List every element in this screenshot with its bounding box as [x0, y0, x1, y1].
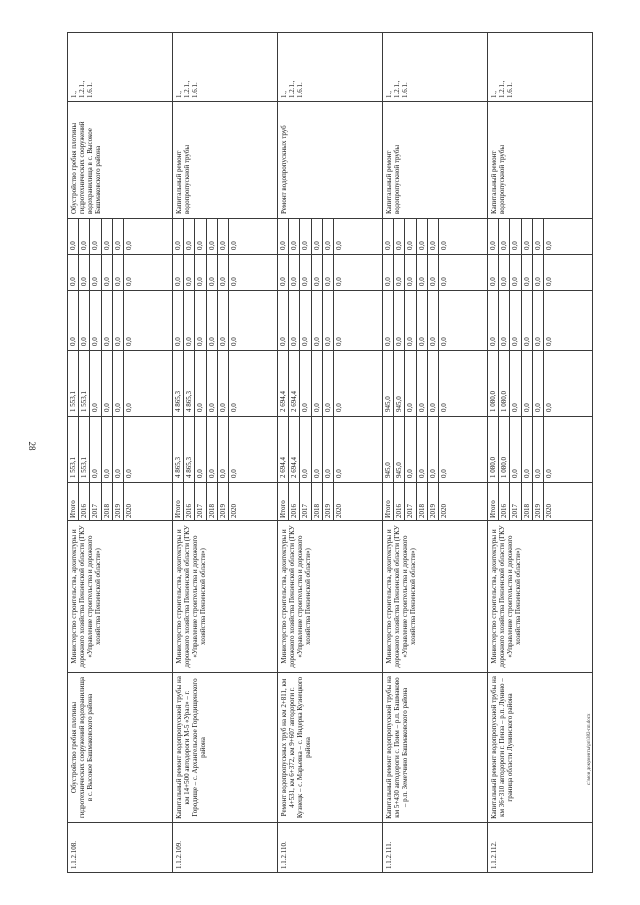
funding-federal-value: 0,0 — [417, 291, 428, 350]
funding-local-value: 0,0 — [428, 255, 439, 290]
funding-total-value: 0,0 — [544, 469, 553, 478]
funding-total-value: 1 080,0 — [499, 417, 510, 482]
funding-total-value: 0,0 — [323, 417, 334, 482]
indicator-ref: 1., — [385, 91, 393, 98]
funding-federal-value: 0,0 — [90, 291, 101, 350]
table-row — [383, 33, 488, 873]
funding-regional-value: 0,0 — [428, 351, 439, 416]
funding-federal-value: 0,0 — [499, 291, 510, 350]
indicator-refs — [488, 33, 593, 102]
funding-federal-cell — [383, 291, 488, 351]
indicator-ref: 1., — [70, 91, 78, 98]
year-label: 2016 — [394, 483, 405, 520]
funding-regional-cell — [278, 351, 383, 417]
activity-name: Ремонт водопропускных труб на км 2+811, км 4+531, км 6+372, км 9+607 автодороги г. Кузнецк – с. Марьевка – с. Индерка Кузнецкого района — [278, 673, 383, 823]
funding-regional-value: 4 865,3 — [184, 351, 195, 416]
year-label: 2019 — [428, 483, 439, 520]
funding-other-value: 0,0 — [417, 219, 428, 254]
funding-total-value: 0,0 — [533, 417, 544, 482]
funding-federal-value: 0,0 — [405, 291, 416, 350]
funding-other-value: 0,0 — [229, 241, 238, 250]
funding-local-value: 0,0 — [544, 277, 553, 286]
funding-regional-value: 0,0 — [544, 403, 553, 412]
indicator-ref: 1., — [490, 91, 498, 98]
year-label: 2017 — [300, 483, 311, 520]
funding-local-value: 0,0 — [499, 255, 510, 290]
year-label: 2020 — [229, 504, 238, 518]
funding-other-value: 0,0 — [68, 219, 79, 254]
funding-regional-value: 0,0 — [312, 351, 323, 416]
funding-other-value: 0,0 — [289, 219, 300, 254]
funding-local-value: 0,0 — [195, 255, 206, 290]
funding-regional-value: 0,0 — [113, 351, 124, 416]
funding-regional-value: 0,0 — [510, 351, 521, 416]
funding-total-value: 0,0 — [428, 417, 439, 482]
funding-regional-value: 0,0 — [417, 351, 428, 416]
years-cell — [173, 483, 278, 521]
year-label: 2018 — [522, 483, 533, 520]
year-label: 2018 — [312, 483, 323, 520]
funding-total-value: 0,0 — [90, 417, 101, 482]
funding-local-cell — [383, 255, 488, 291]
funding-regional-value: 0,0 — [522, 351, 533, 416]
funding-other-value: 0,0 — [207, 219, 218, 254]
year-label: 2019 — [533, 483, 544, 520]
funding-regional-value: 0,0 — [102, 351, 113, 416]
funding-total-value: 0,0 — [300, 417, 311, 482]
funding-local-value: 0,0 — [90, 255, 101, 290]
funding-federal-value: 0,0 — [383, 291, 394, 350]
responsible-executor: Министерство строительства, архитектуры и дорожного хозяйства Пензенской области (ГКУ «Управление строительства и дорожного хозяйства Пензенской области») — [173, 521, 278, 673]
funding-other-value: 0,0 — [124, 241, 133, 250]
funding-federal-value: 0,0 — [394, 291, 405, 350]
table-row — [173, 33, 278, 873]
funding-federal-value: 0,0 — [439, 337, 448, 346]
funding-regional-value: 945,0 — [383, 351, 394, 416]
funding-regional-value: 0,0 — [439, 403, 448, 412]
funding-federal-value: 0,0 — [533, 291, 544, 350]
activity-name: Обустройство гребня плотины гидротехнических сооружений водохранилища в с. Высокое Башмаковского района — [68, 673, 173, 823]
indicator-refs — [173, 33, 278, 102]
activity-name: Капитальный ремонт водопропускной трубы на км 5+430 автодороги с. Поим – р.п. Башмаково – р.п. Земетчино Башмаковского района — [383, 673, 488, 823]
funding-federal-cell — [173, 291, 278, 351]
years-cell — [68, 483, 173, 521]
funding-other-value: 0,0 — [300, 219, 311, 254]
funding-federal-value: 0,0 — [124, 337, 133, 346]
funding-local-cell — [173, 255, 278, 291]
indicator-ref: 1.6.1. — [401, 82, 410, 98]
funding-other-value: 0,0 — [278, 219, 289, 254]
table-row — [488, 33, 593, 873]
funding-regional-value: 0,0 — [195, 351, 206, 416]
row-code: 1.1.2.111. — [383, 823, 488, 873]
funding-federal-cell — [488, 291, 593, 351]
row-code: 1.1.2.112. — [488, 823, 593, 873]
funding-federal-value: 0,0 — [289, 291, 300, 350]
year-label: 2018 — [417, 483, 428, 520]
funding-local-value: 0,0 — [289, 255, 300, 290]
activity-description: Ремонт водопропускных труб — [278, 102, 383, 219]
year-label: 2018 — [207, 483, 218, 520]
funding-other-cell — [488, 219, 593, 255]
funding-regional-value: 0,0 — [405, 351, 416, 416]
funding-regional-value: 2 694,4 — [278, 351, 289, 416]
year-label: Итого — [488, 483, 499, 520]
funding-local-value: 0,0 — [334, 277, 343, 286]
funding-other-value: 0,0 — [510, 219, 521, 254]
funding-local-value: 0,0 — [124, 277, 133, 286]
funding-total-value: 0,0 — [102, 417, 113, 482]
funding-federal-value: 0,0 — [300, 291, 311, 350]
indicator-ref: 1., — [280, 91, 288, 98]
funding-total-value: 1 553,1 — [68, 417, 79, 482]
funding-total-value: 0,0 — [124, 469, 133, 478]
funding-regional-cell — [383, 351, 488, 417]
funding-federal-value: 0,0 — [278, 291, 289, 350]
indicator-ref: 1.2.1., — [183, 80, 192, 98]
indicator-refs — [383, 33, 488, 102]
funding-total-cell — [278, 417, 383, 483]
funding-local-value: 0,0 — [510, 255, 521, 290]
funding-federal-value: 0,0 — [218, 291, 229, 350]
activity-description: Капитальный ремонт водопропускной трубы — [488, 102, 593, 219]
row-code: 1.1.2.108. — [68, 823, 173, 873]
years-cell — [383, 483, 488, 521]
indicator-ref: 1.2.1., — [498, 80, 507, 98]
funding-local-value: 0,0 — [417, 255, 428, 290]
funding-other-value: 0,0 — [334, 241, 343, 250]
funding-total-value: 0,0 — [113, 417, 124, 482]
funding-total-value: 0,0 — [510, 417, 521, 482]
funding-other-value: 0,0 — [522, 219, 533, 254]
funding-other-value: 0,0 — [439, 241, 448, 250]
year-label: 2020 — [334, 504, 343, 518]
page-number: 28 — [27, 441, 37, 451]
funding-other-cell — [383, 219, 488, 255]
responsible-executor: Министерство строительства, архитектуры и дорожного хозяйства Пензенской области (ГКУ «Управление строительства и дорожного хозяйства Пензенской области») — [68, 521, 173, 673]
funding-regional-cell — [488, 351, 593, 417]
year-label: Итого — [173, 483, 184, 520]
funding-total-value: 0,0 — [218, 417, 229, 482]
year-label: 2019 — [323, 483, 334, 520]
funding-regional-cell — [173, 351, 278, 417]
funding-regional-value: 0,0 — [323, 351, 334, 416]
activity-name: Капитальный ремонт водопропускной трубы на км 36+310 автодороги г. Пенза – р.п. Лунино – граница области Лунинского района — [488, 673, 593, 823]
funding-total-value: 945,0 — [394, 417, 405, 482]
funding-local-value: 0,0 — [218, 255, 229, 290]
funding-total-value: 0,0 — [229, 469, 238, 478]
funding-other-value: 0,0 — [79, 219, 90, 254]
years-cell — [278, 483, 383, 521]
funding-federal-value: 0,0 — [544, 337, 553, 346]
funding-regional-value: 0,0 — [300, 351, 311, 416]
funding-total-value: 945,0 — [383, 417, 394, 482]
funding-federal-value: 0,0 — [488, 291, 499, 350]
funding-other-value: 0,0 — [533, 219, 544, 254]
funding-other-cell — [173, 219, 278, 255]
funding-total-value: 1 080,0 — [488, 417, 499, 482]
funding-local-value: 0,0 — [278, 255, 289, 290]
funding-total-value: 0,0 — [405, 417, 416, 482]
funding-regional-value: 0,0 — [207, 351, 218, 416]
activity-name: Капитальный ремонт водопропускной трубы на км 14+500 автодороги М-5 «Урал» – г. Городище – с. Архангельское Городищенского района — [173, 673, 278, 823]
funding-other-value: 0,0 — [90, 219, 101, 254]
funding-regional-value: 1 553,1 — [68, 351, 79, 416]
funding-other-value: 0,0 — [323, 219, 334, 254]
funding-federal-value: 0,0 — [102, 291, 113, 350]
funding-local-value: 0,0 — [102, 255, 113, 290]
funding-local-value: 0,0 — [522, 255, 533, 290]
funding-federal-value: 0,0 — [522, 291, 533, 350]
funding-federal-value: 0,0 — [195, 291, 206, 350]
funding-federal-value: 0,0 — [323, 291, 334, 350]
rotated-table-container — [67, 33, 592, 873]
funding-federal-value: 0,0 — [184, 291, 195, 350]
funding-regional-value: 945,0 — [394, 351, 405, 416]
funding-other-value: 0,0 — [428, 219, 439, 254]
funding-local-value: 0,0 — [79, 255, 90, 290]
funding-local-value: 0,0 — [229, 277, 238, 286]
funding-federal-value: 0,0 — [229, 337, 238, 346]
funding-other-value: 0,0 — [184, 219, 195, 254]
year-label: 2019 — [113, 483, 124, 520]
funding-regional-value: 1 553,1 — [79, 351, 90, 416]
activity-description: Капитальный ремонт водопропускной трубы — [173, 102, 278, 219]
funding-federal-value: 0,0 — [68, 291, 79, 350]
funding-local-value: 0,0 — [300, 255, 311, 290]
year-label: 2020 — [439, 504, 448, 518]
funding-total-value: 2 694,4 — [289, 417, 300, 482]
funding-federal-value: 0,0 — [312, 291, 323, 350]
funding-regional-value: 0,0 — [533, 351, 544, 416]
funding-federal-cell — [68, 291, 173, 351]
activity-description: Обустройство гребня плотины гидротехнических сооружений водохранилища в с. Высокое Башмаковского района — [68, 102, 173, 219]
funding-other-value: 0,0 — [405, 219, 416, 254]
year-label: 2018 — [102, 483, 113, 520]
funding-federal-value: 0,0 — [79, 291, 90, 350]
funding-regional-value: 4 865,3 — [173, 351, 184, 416]
funding-federal-value: 0,0 — [113, 291, 124, 350]
year-label: Итого — [68, 483, 79, 520]
funding-local-value: 0,0 — [405, 255, 416, 290]
funding-regional-value: 0,0 — [90, 351, 101, 416]
funding-regional-value: 0,0 — [334, 403, 343, 412]
funding-regional-value: 2 694,4 — [289, 351, 300, 416]
funding-local-value: 0,0 — [184, 255, 195, 290]
funding-local-value: 0,0 — [323, 255, 334, 290]
funding-regional-value: 0,0 — [218, 351, 229, 416]
funding-total-value: 0,0 — [312, 417, 323, 482]
funding-federal-value: 0,0 — [173, 291, 184, 350]
funding-regional-value: 1 080,0 — [488, 351, 499, 416]
indicator-ref: 1.2.1., — [288, 80, 297, 98]
funding-federal-value: 0,0 — [334, 337, 343, 346]
funding-federal-value: 0,0 — [207, 291, 218, 350]
year-label: 2017 — [405, 483, 416, 520]
funding-total-cell — [68, 417, 173, 483]
funding-total-value: 0,0 — [195, 417, 206, 482]
year-label: 2017 — [90, 483, 101, 520]
table-row — [68, 33, 173, 873]
footer-file-path: c:\мои документы\рп\382-пп.docx — [587, 713, 592, 785]
funding-local-value: 0,0 — [394, 255, 405, 290]
row-code: 1.1.2.110. — [278, 823, 383, 873]
funding-local-value: 0,0 — [173, 255, 184, 290]
responsible-executor: Министерство строительства, архитектуры и дорожного хозяйства Пензенской области (ГКУ «Управление строительства и дорожного хозяйства Пензенской области») — [383, 521, 488, 673]
funding-local-cell — [68, 255, 173, 291]
funding-federal-value: 0,0 — [510, 291, 521, 350]
table-row — [278, 33, 383, 873]
year-label: 2016 — [184, 483, 195, 520]
year-label: Итого — [278, 483, 289, 520]
funding-local-value: 0,0 — [113, 255, 124, 290]
year-label: Итого — [383, 483, 394, 520]
funding-total-value: 0,0 — [522, 417, 533, 482]
year-label: 2020 — [124, 504, 133, 518]
funding-local-value: 0,0 — [533, 255, 544, 290]
responsible-executor: Министерство строительства, архитектуры и дорожного хозяйства Пензенской области (ГКУ «Управление строительства и дорожного хозяйства Пензенской области») — [278, 521, 383, 673]
indicator-ref: 1.6.1. — [506, 82, 515, 98]
funding-regional-value: 0,0 — [229, 403, 238, 412]
funding-local-value: 0,0 — [312, 255, 323, 290]
funding-other-value: 0,0 — [544, 241, 553, 250]
funding-total-value: 1 553,1 — [79, 417, 90, 482]
indicator-ref: 1., — [175, 91, 183, 98]
funding-other-value: 0,0 — [195, 219, 206, 254]
funding-total-cell — [383, 417, 488, 483]
funding-regional-cell — [68, 351, 173, 417]
funding-other-value: 0,0 — [113, 219, 124, 254]
funding-other-cell — [278, 219, 383, 255]
funding-total-cell — [488, 417, 593, 483]
indicator-ref: 1.6.1. — [296, 82, 305, 98]
funding-other-value: 0,0 — [102, 219, 113, 254]
table-body — [68, 33, 593, 873]
year-label: 2016 — [499, 483, 510, 520]
funding-other-cell — [68, 219, 173, 255]
funding-total-value: 2 694,4 — [278, 417, 289, 482]
funding-total-value: 0,0 — [417, 417, 428, 482]
year-label: 2017 — [195, 483, 206, 520]
funding-local-value: 0,0 — [207, 255, 218, 290]
funding-local-value: 0,0 — [439, 277, 448, 286]
funding-total-value: 0,0 — [334, 469, 343, 478]
year-label: 2020 — [544, 504, 553, 518]
funding-local-value: 0,0 — [488, 255, 499, 290]
activity-description: Капитальный ремонт водопропускной трубы — [383, 102, 488, 219]
funding-total-value: 0,0 — [207, 417, 218, 482]
indicator-ref: 1.2.1., — [393, 80, 402, 98]
funding-other-value: 0,0 — [218, 219, 229, 254]
indicator-ref: 1.2.1., — [78, 80, 87, 98]
funding-local-cell — [488, 255, 593, 291]
year-label: 2016 — [79, 483, 90, 520]
funding-other-value: 0,0 — [312, 219, 323, 254]
funding-federal-cell — [278, 291, 383, 351]
funding-federal-value: 0,0 — [428, 291, 439, 350]
indicator-ref: 1.6.1. — [191, 82, 200, 98]
year-label: 2019 — [218, 483, 229, 520]
funding-other-value: 0,0 — [499, 219, 510, 254]
funding-other-value: 0,0 — [383, 219, 394, 254]
funding-other-value: 0,0 — [394, 219, 405, 254]
funding-total-value: 4 865,3 — [173, 417, 184, 482]
year-label: 2017 — [510, 483, 521, 520]
funding-regional-value: 1 080,0 — [499, 351, 510, 416]
funding-other-value: 0,0 — [173, 219, 184, 254]
indicator-refs — [278, 33, 383, 102]
year-label: 2016 — [289, 483, 300, 520]
indicator-ref: 1.6.1. — [86, 82, 95, 98]
indicator-refs — [68, 33, 173, 102]
funding-total-value: 0,0 — [439, 469, 448, 478]
row-code: 1.1.2.109. — [173, 823, 278, 873]
funding-total-cell — [173, 417, 278, 483]
years-cell — [488, 483, 593, 521]
funding-regional-value: 0,0 — [124, 403, 133, 412]
funding-local-value: 0,0 — [383, 255, 394, 290]
funding-other-value: 0,0 — [488, 219, 499, 254]
responsible-executor: Министерство строительства, архитектуры и дорожного хозяйства Пензенской области (ГКУ «Управление строительства и дорожного хозяйства Пензенской области») — [488, 521, 593, 673]
funding-local-cell — [278, 255, 383, 291]
funding-local-value: 0,0 — [68, 255, 79, 290]
program-activities-table — [67, 32, 593, 873]
funding-total-value: 4 865,3 — [184, 417, 195, 482]
